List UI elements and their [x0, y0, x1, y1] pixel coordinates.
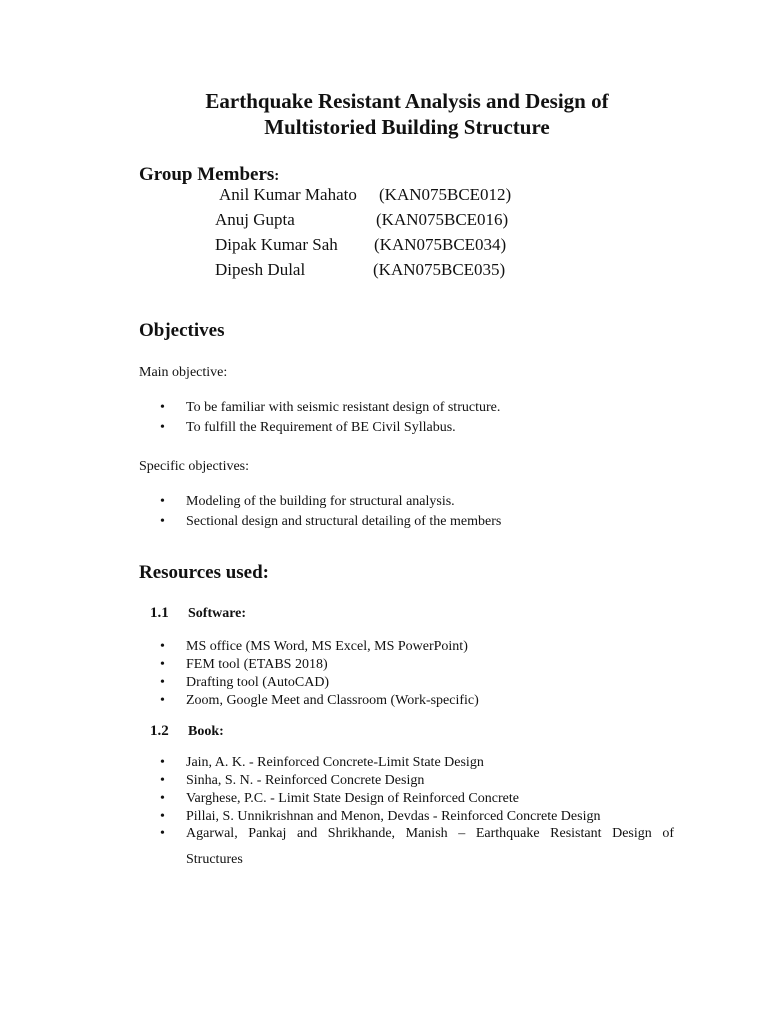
- specific-objectives-label: Specific objectives:: [139, 459, 250, 474]
- main-objective-label: Main objective:: [139, 365, 228, 380]
- specific-objectives-list: [160, 492, 501, 532]
- objectives-heading: Objectives: [139, 320, 225, 341]
- list-item: • Zoom, Google Meet and Classroom (Work-specific): [160, 692, 479, 710]
- list-item: • Varghese, P.C. - Limit State Design of Reinforced Concrete: [160, 790, 600, 808]
- list-item: • MS office (MS Word, MS Excel, MS PowerPoint): [160, 638, 479, 656]
- list-item: • Drafting tool (AutoCAD): [160, 674, 479, 692]
- member-name: Anuj Gupta: [215, 210, 295, 229]
- member-name: Dipesh Dulal: [215, 260, 306, 279]
- group-members-colon: :: [274, 168, 280, 184]
- list-item: • Modeling of the building for structural analysis.: [160, 492, 501, 512]
- group-members-heading: [139, 164, 279, 186]
- list-item: • FEM tool (ETABS 2018): [160, 656, 479, 674]
- main-objectives-list: [160, 398, 500, 438]
- book-last-item-line-2: Structures: [186, 852, 243, 867]
- book-last-item-line-1: Agarwal, Pankaj and Shrikhande, Manish – Earthquake Resistant Design of: [186, 826, 674, 841]
- group-members-label: Group Members: [139, 164, 275, 185]
- bullet-glyph: •: [160, 826, 165, 841]
- list-item: • Sinha, S. N. - Reinforced Concrete Design: [160, 772, 600, 790]
- document-title-line-1: Earthquake Resistant Analysis and Design of: [205, 89, 609, 113]
- resources-heading: Resources used:: [139, 562, 270, 583]
- member-id: (KAN075BCE016): [376, 210, 509, 229]
- list-item: • Pillai, S. Unnikrishnan and Menon, Devdas - Reinforced Concrete Design: [160, 808, 600, 826]
- software-section-number: 1.1: [150, 605, 169, 621]
- book-section-label: Book:: [188, 724, 224, 739]
- book-section-number: 1.2: [150, 723, 169, 739]
- list-item: • Sectional design and structural detailing of the members: [160, 512, 501, 532]
- list-item: • To be familiar with seismic resistant design of structure.: [160, 398, 500, 418]
- member-id: (KAN075BCE034): [374, 235, 507, 254]
- book-list: [160, 754, 600, 826]
- software-list: [160, 638, 479, 710]
- document-title-line-2: Multistoried Building Structure: [264, 115, 550, 139]
- list-item: • Jain, A. K. - Reinforced Concrete-Limit State Design: [160, 754, 600, 772]
- member-id: (KAN075BCE012): [379, 185, 512, 204]
- member-id: (KAN075BCE035): [373, 260, 506, 279]
- member-name: Anil Kumar Mahato: [219, 185, 357, 204]
- member-name: Dipak Kumar Sah: [215, 235, 338, 254]
- list-item: • To fulfill the Requirement of BE Civil Syllabus.: [160, 418, 500, 438]
- software-section-label: Software:: [188, 606, 247, 621]
